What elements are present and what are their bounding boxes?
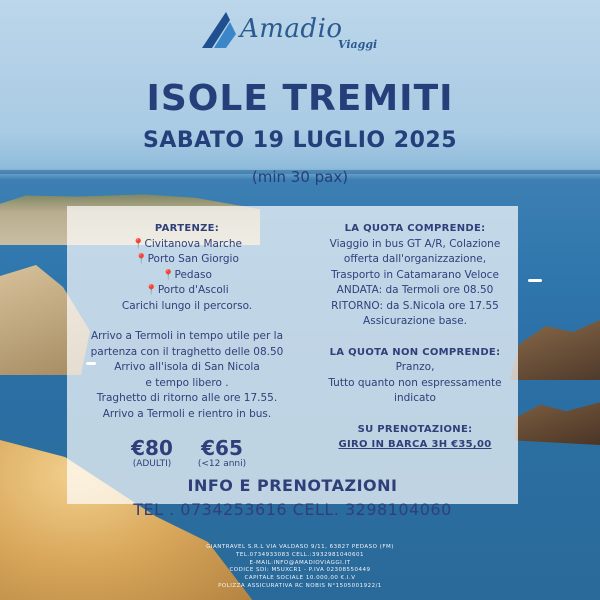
includes-heading: LA QUOTA COMPRENDE: — [344, 223, 486, 234]
price-adult-amount: €80 — [131, 436, 173, 460]
includes-line: Viaggio in bus GT A/R, Colazione — [329, 237, 501, 250]
map-pin-icon: 📍 — [162, 269, 175, 281]
itinerary-line: partenza con il traghetto delle 08.50 — [90, 345, 284, 358]
left-column — [72, 221, 302, 422]
footer-line: POLIZZA ASSICURATIVA RC NOBIS N°1505001922/1 — [218, 582, 382, 589]
price-child-amount: €65 — [201, 436, 243, 460]
includes-line: Assicurazione base. — [363, 315, 467, 327]
destination-title: ISOLE TREMITI — [146, 78, 454, 119]
excludes-line: Pranzo, — [395, 361, 435, 373]
excludes-heading: LA QUOTA NON COMPRENDE: — [329, 346, 501, 358]
trip-date: SABATO 19 LUGLIO 2025 — [142, 128, 458, 153]
right-column — [315, 221, 515, 453]
footer-line: GIANTRAVEL S.R.L VIA VALDASO 9/11, 63827 PEDASO (FM) — [206, 544, 394, 550]
departure-item: 📍Porto d'Ascoli — [145, 284, 229, 296]
brand-logo — [200, 8, 400, 56]
brand-name: Amadio — [240, 14, 343, 44]
price-adult-label: (ADULTI) — [132, 459, 172, 469]
footer-line: CAPITALE SOCIALE 10.000,00 €.I.V — [244, 575, 356, 582]
contact-numbers[interactable]: TEL . 0734253616 CELL. 3298104060 — [133, 500, 452, 519]
itinerary-line: Traghetto di ritorno alle ore 17.55. — [96, 392, 278, 404]
departure-item: 📍Pedaso — [162, 268, 212, 281]
rock-right-lower — [515, 400, 600, 445]
rock-right — [510, 320, 600, 380]
map-pin-icon: 📍 — [132, 238, 145, 250]
map-pin-icon: 📍 — [145, 285, 158, 296]
includes-line: ANDATA: da Termoli ore 08.50 — [336, 284, 494, 296]
footer-email[interactable]: E-MAIL:INFO@AMADIOVIAGGI.IT — [249, 559, 351, 566]
price-adult — [122, 437, 182, 470]
includes-line: Trasporto in Catamarano Veloce — [331, 268, 499, 281]
boat — [528, 279, 542, 282]
departure-item: 📍Civitanova Marche — [132, 237, 242, 250]
booking-item: GIRO IN BARCA 3H €35,00 — [338, 439, 492, 450]
departure-item: 📍Porto San Giorgio — [135, 253, 239, 265]
itinerary-line: Arrivo all'isola di San Nicola — [114, 361, 260, 373]
includes-line: offerta dall'organizzazione, — [343, 253, 487, 265]
info-heading: INFO E PRENOTAZIONI — [187, 476, 398, 495]
price-child — [192, 437, 252, 470]
itinerary-line: Arrivo a Termoli e rientro in bus. — [102, 407, 272, 420]
brand-subtitle: Viaggi — [338, 38, 378, 51]
includes-line: RITORNO: da S.Nicola ore 17.55 — [331, 299, 499, 312]
departures-note: Carichi lungo il percorso. — [121, 299, 253, 312]
footer-line: CODICE SDI: M5UXCR1 - P.IVA 02308550449 — [229, 567, 371, 574]
footer-line: TEL.0734933083 CELL.:3932981040601 — [236, 551, 364, 558]
itinerary-line: Arrivo a Termoli in tempo utile per la — [90, 330, 284, 342]
excludes-line: indicato — [394, 392, 436, 404]
logo-mountain-icon — [200, 10, 244, 52]
booking-heading: SU PRENOTAZIONE: — [357, 423, 473, 435]
departures-heading: PARTENZE: — [154, 223, 220, 234]
company-footer — [160, 544, 440, 591]
itinerary-line: e tempo libero . — [145, 376, 229, 389]
price-child-label: (<12 anni) — [197, 459, 247, 469]
excludes-line: Tutto quanto non espressamente — [328, 376, 502, 389]
map-pin-icon: 📍 — [135, 254, 148, 265]
min-participants: (min 30 pax) — [251, 168, 349, 186]
